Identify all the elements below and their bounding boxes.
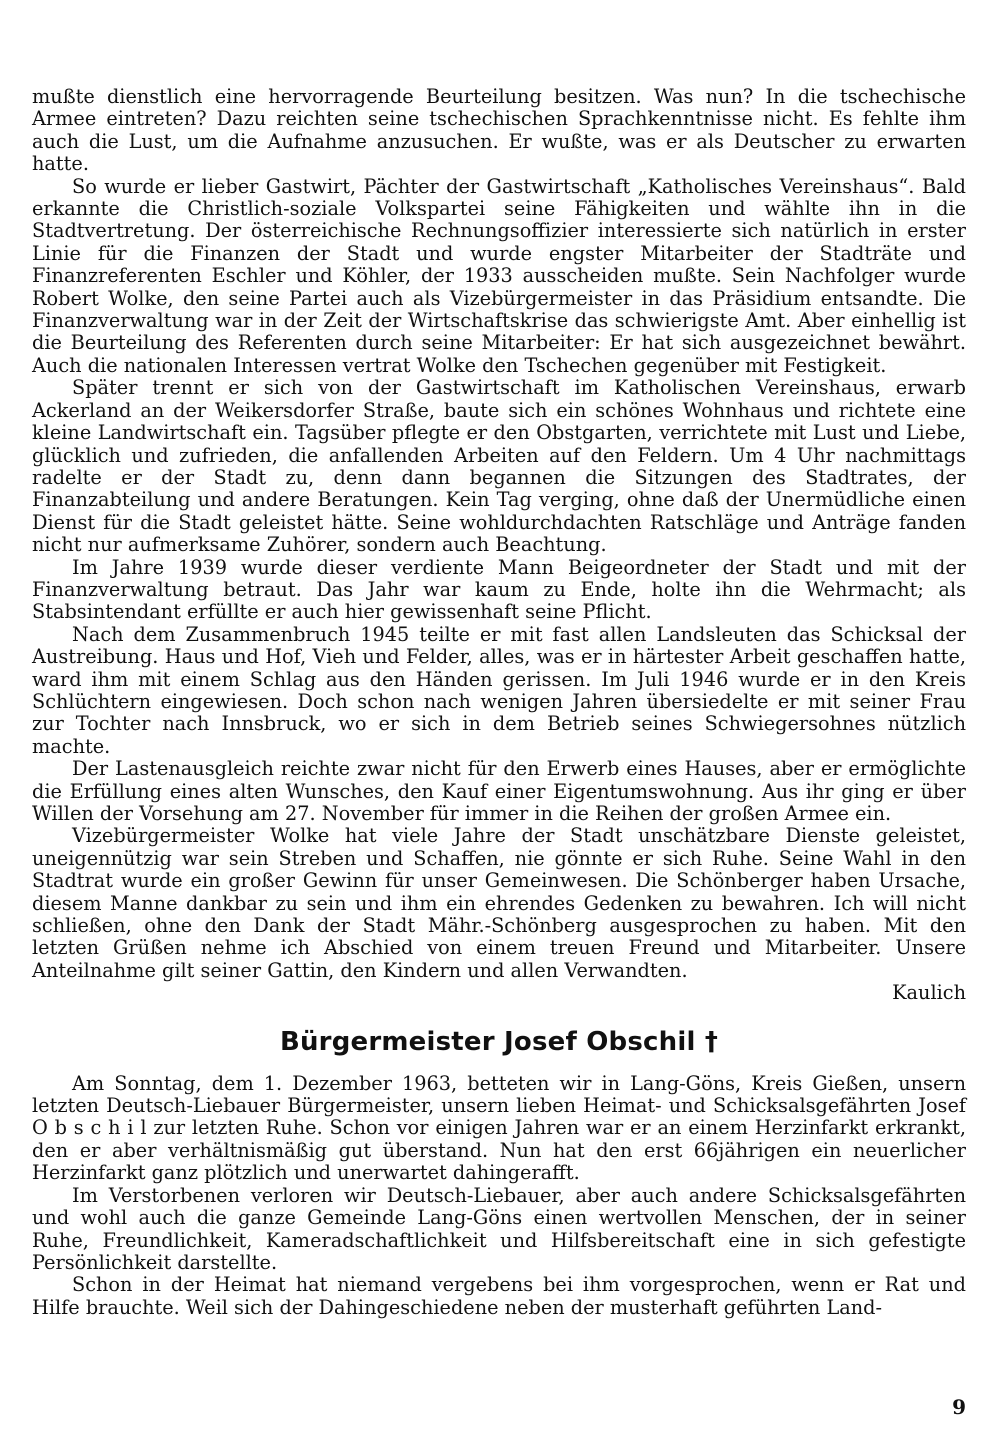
- paragraph-landwirtschaft: Später trennt er sich von der Gastwirtschaft im Katholischen Vereinshaus, erwarb Ackerland an der Weikersdorfer Straße, baute sich ein schönes Wohnhaus und richtete eine kleine Landwirtschaft ein. Tagsüber pflegte er den Obstgarten, verrichtete mit Lust und Liebe, glücklich und zufrieden, die anfallenden Arbeiten auf den Feldern. Um 4 Uhr nachmittags radelte er der Stadt zu, denn dann begannen die Sitzungen des Stadtrates, der Finanzabteilung und andere Beratungen. Kein Tag verging, ohne daß der Unermüdliche einen Dienst für die Stadt geleistet hätte. Seine wohldurchdachten Ratschläge und Anträge fanden nicht nur aufmerksame Zuhörer, sondern auch Beachtung.: [32, 376, 966, 557]
- page-body: [32, 86, 966, 1319]
- paragraph-obituary-intro: Am Sonntag, dem 1. Dezember 1963, betteten wir in Lang-Göns, Kreis Gießen, unsern letzten Deutsch-Liebauer Bürgermeister, unsern lieben Heimat- und Schicksalsgefährten Josef O b s c h i l zur letzten Ruhe. Schon vor einigen Jahren war er an einem Herzinfarkt erkrankt, den er aber verhältnismäßig gut überstand. Nun hat den erst 66jährigen ein neuerlicher Herzinfarkt ganz plötzlich und unerwartet dahingerafft.: [32, 1071, 966, 1185]
- paragraph-gastwirt: So wurde er lieber Gastwirt, Pächter der Gastwirtschaft „Katholisches Vereinshaus“. Bald erkannte die Christlich-soziale Volkspartei seine Fähigkeiten und wählte ihn in die Stadtvertretung. Der österreichische Rechnungsoffizier interessierte sich natürlich in erster Linie für die Finanzen der Stadt und wurde engster Mitarbeiter der Stadträte und Finanzreferenten Eschler und Köhler, der 1933 ausscheiden mußte. Sein Nachfolger wurde Robert Wolke, den seine Partei auch als Vizebürgermeister in das Präsidium entsandte. Die Finanzverwaltung war in der Zeit der Wirtschaftskrise das schwierigste Amt. Aber einhellig ist die Beurteilung des Referenten durch seine Mitarbeiter: Er hat sich ausgezeichnet bewährt. Auch die nationalen Interessen vertrat Wolke den Tschechen gegenüber mit Festigkeit.: [32, 174, 966, 377]
- paragraph-1939: Im Jahre 1939 wurde dieser verdiente Mann Beigeordneter der Stadt und mit der Finanzverwaltung betraut. Das Jahr war kaum zu Ende, holte ihn die Wehrmacht; als Stabsintendant erfüllte er auch hier gewissenhaft seine Pflicht.: [32, 555, 966, 624]
- paragraph-austreibung: Nach dem Zusammenbruch 1945 teilte er mit fast allen Landsleuten das Schicksal der Austreibung. Haus und Hof, Vieh und Felder, alles, was er in härtester Arbeit geschaffen hatte, ward ihm mit einem Schlag aus den Händen gerissen. Im Juli 1946 wurde er in den Kreis Schlüchtern eingewiesen. Doch schon nach wenigen Jahren übersiedelte er mit seiner Frau zur Tochter nach Innsbruck, wo er sich in dem Betrieb seines Schwiegersohnes nützlich machte.: [32, 622, 966, 758]
- author-signature: Kaulich: [892, 981, 966, 1005]
- paragraph-lastenausgleich: Der Lastenausgleich reichte zwar nicht für den Erwerb eines Hauses, aber er ermöglichte die Erfüllung eines alten Wunsches, den Kauf einer Eigentumswohnung. Aus ihr ging er über Willen der Vorsehung am 27. November für immer in die Reihen der großen Armee ein.: [32, 757, 966, 825]
- paragraph-continuation: mußte dienstlich eine hervorragende Beurteilung besitzen. Was nun? In die tschechische Armee eintreten? Dazu reichten seine tschechischen Sprachkenntnisse nicht. Es fehlte ihm auch die Lust, um die Aufnahme anzusuchen. Er wußte, was er als Deutscher zu erwarten hatte.: [32, 85, 966, 176]
- paragraph-obituary-heimat: Schon in der Heimat hat niemand vergebens bei ihm vorgesprochen, wenn er Rat und Hilfe brauchte. Weil sich der Dahingeschiedene neben der musterhaft geführten Land-: [32, 1273, 966, 1319]
- page-number: 9: [952, 1395, 966, 1419]
- paragraph-obituary-loss: Im Verstorbenen verloren wir Deutsch-Liebauer, aber auch andere Schicksalsgefährten und wohl auch die ganze Gemeinde Lang-Göns einen wertvollen Menschen, der in seiner Ruhe, Freundlichkeit, Kameradschaftlichkeit und Hilfsbereitschaft eine in sich gefestigte Persönlichkeit darstellte.: [32, 1183, 966, 1274]
- paragraph-tribute: Vizebürgermeister Wolke hat viele Jahre der Stadt unschätzbare Dienste geleistet, uneigennützig war sein Streben und Schaffen, nie gönnte er sich Ruhe. Seine Wahl in den Stadtrat wurde ein großer Gewinn für unser Gemeinwesen. Die Schönberger haben Ursache, diesem Manne dankbar zu sein und ihm ein ehrendes Gedenken zu bewahren. Ich will nicht schließen, ohne den Dank der Stadt Mähr.-Schönberg ausgesprochen zu haben. Mit den letzten Grüßen nehme ich Abschied von einem treuen Freund und Mitarbeiter. Unsere Anteilnahme gilt seiner Gattin, den Kindern und allen Verwandten.: [32, 824, 966, 982]
- article-title: Bürgermeister Josef Obschil †: [279, 1026, 719, 1057]
